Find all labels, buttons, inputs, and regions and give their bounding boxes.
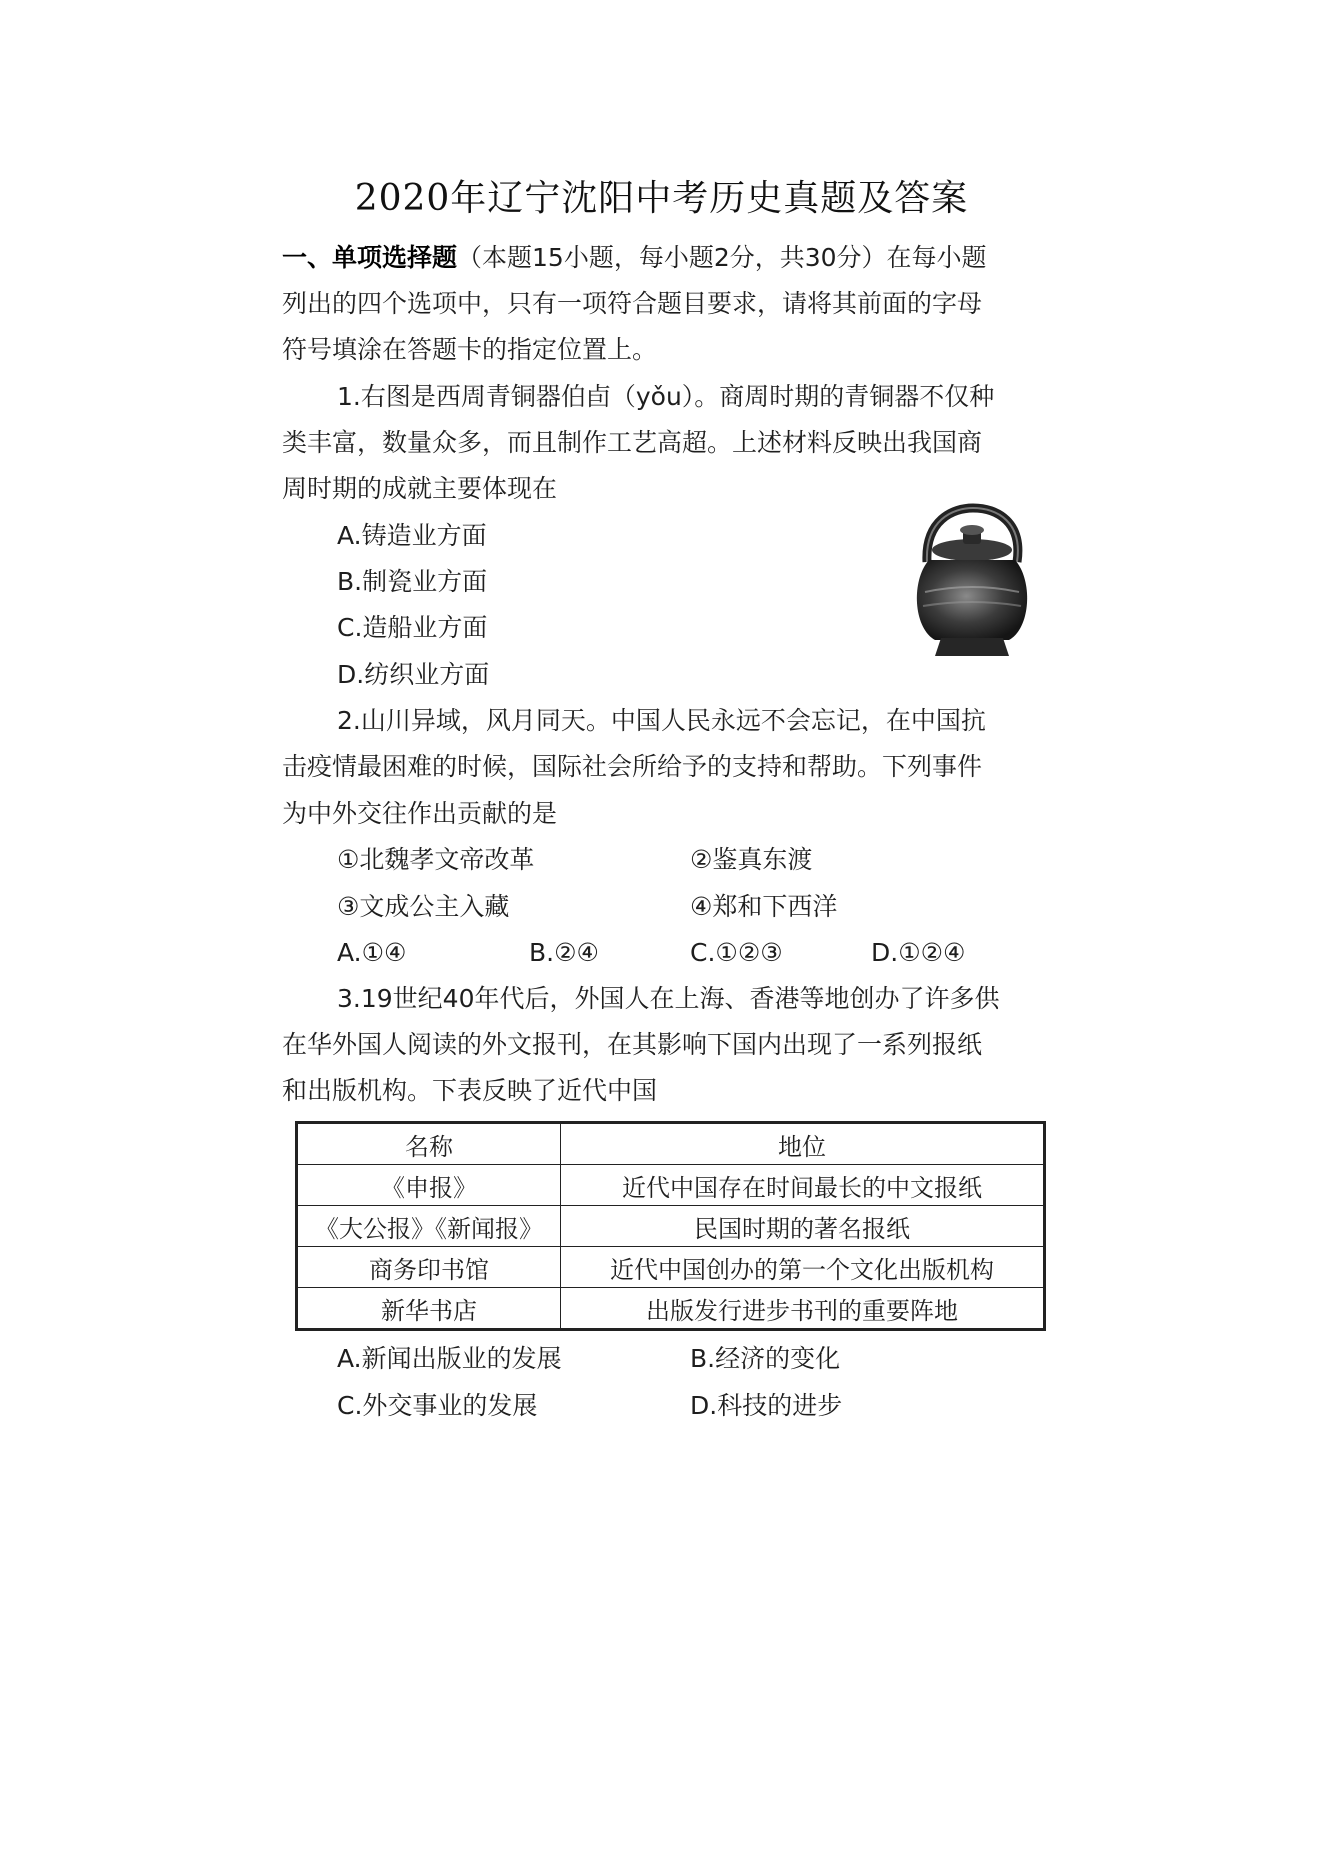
table-cell-name: 商务印书馆: [297, 1247, 561, 1288]
table-header-name: 名称: [297, 1123, 561, 1165]
q1-option-d: D.纺织业方面: [337, 660, 490, 689]
q1-stem-line-1: 1.右图是西周青铜器伯卣（yǒu）。商周时期的青铜器不仅种: [337, 382, 995, 411]
q3-option-a: A.新闻出版业的发展: [337, 1344, 562, 1373]
table-cell-name: 《大公报》《新闻报》: [297, 1206, 561, 1247]
section-intro-line-2: 列出的四个选项中，只有一项符合题目要求，请将其前面的字母: [282, 289, 983, 318]
table-header-status: 地位: [561, 1123, 1045, 1165]
q2-item-2: ②鉴真东渡: [690, 845, 813, 874]
q1-option-b: B.制瓷业方面: [337, 567, 488, 596]
q3-option-c: C.外交事业的发展: [337, 1391, 538, 1420]
q1-stem-line-2: 类丰富，数量众多，而且制作工艺高超。上述材料反映出我国商: [282, 428, 983, 457]
q2-option-d: D.①②④: [871, 938, 966, 967]
q2-item-3: ③文成公主入藏: [337, 892, 510, 921]
q1-stem-line-3: 周时期的成就主要体现在: [282, 474, 558, 503]
q2-option-c: C.①②③: [690, 938, 783, 967]
q3-table: [295, 1121, 1046, 1331]
table-cell-name: 《申报》: [297, 1165, 561, 1206]
table-row: [297, 1206, 1045, 1247]
q2-option-b: B.②④: [529, 938, 599, 967]
q2-item-1: ①北魏孝文帝改革: [337, 845, 535, 874]
table-header-row: [297, 1123, 1045, 1165]
q3-stem-line-2: 在华外国人阅读的外文报刊，在其影响下国内出现了一系列报纸: [282, 1030, 983, 1059]
q3-option-d: D.科技的进步: [690, 1391, 843, 1420]
document-title: 2020年辽宁沈阳中考历史真题及答案: [354, 178, 969, 219]
table-row: [297, 1247, 1045, 1288]
table-cell-name: 新华书店: [297, 1288, 561, 1330]
table-cell-status: 近代中国创办的第一个文化出版机构: [561, 1247, 1045, 1288]
section-intro-line-1: [282, 241, 987, 275]
q3-option-b: B.经济的变化: [690, 1344, 841, 1373]
q2-stem-line-1: 2.山川异域，风月同天。中国人民永远不会忘记，在中国抗: [337, 706, 986, 735]
bronze-vessel-image: [905, 500, 1040, 660]
q2-stem-line-3: 为中外交往作出贡献的是: [282, 799, 558, 828]
q3-stem-line-3: 和出版机构。下表反映了近代中国: [282, 1076, 658, 1105]
q2-stem-line-2: 击疫情最困难的时候，国际社会所给予的支持和帮助。下列事件: [282, 752, 983, 781]
q1-option-c: C.造船业方面: [337, 613, 488, 642]
table-cell-status: 出版发行进步书刊的重要阵地: [561, 1288, 1045, 1330]
q3-stem-line-1: 3.19世纪40年代后，外国人在上海、香港等地创办了许多供: [337, 984, 1000, 1013]
table-cell-status: 近代中国存在时间最长的中文报纸: [561, 1165, 1045, 1206]
table-cell-status: 民国时期的著名报纸: [561, 1206, 1045, 1247]
section-intro-text: （本题15小题，每小题2分，共30分）在每小题: [457, 243, 987, 272]
q2-option-a: A.①④: [337, 938, 407, 967]
section-intro-line-3: 符号填涂在答题卡的指定位置上。: [282, 335, 658, 364]
section-heading: 一、单项选择题: [282, 243, 458, 272]
q2-item-4: ④郑和下西洋: [690, 892, 838, 921]
table-row: [297, 1165, 1045, 1206]
table-row: [297, 1288, 1045, 1330]
q1-option-a: A.铸造业方面: [337, 521, 487, 550]
